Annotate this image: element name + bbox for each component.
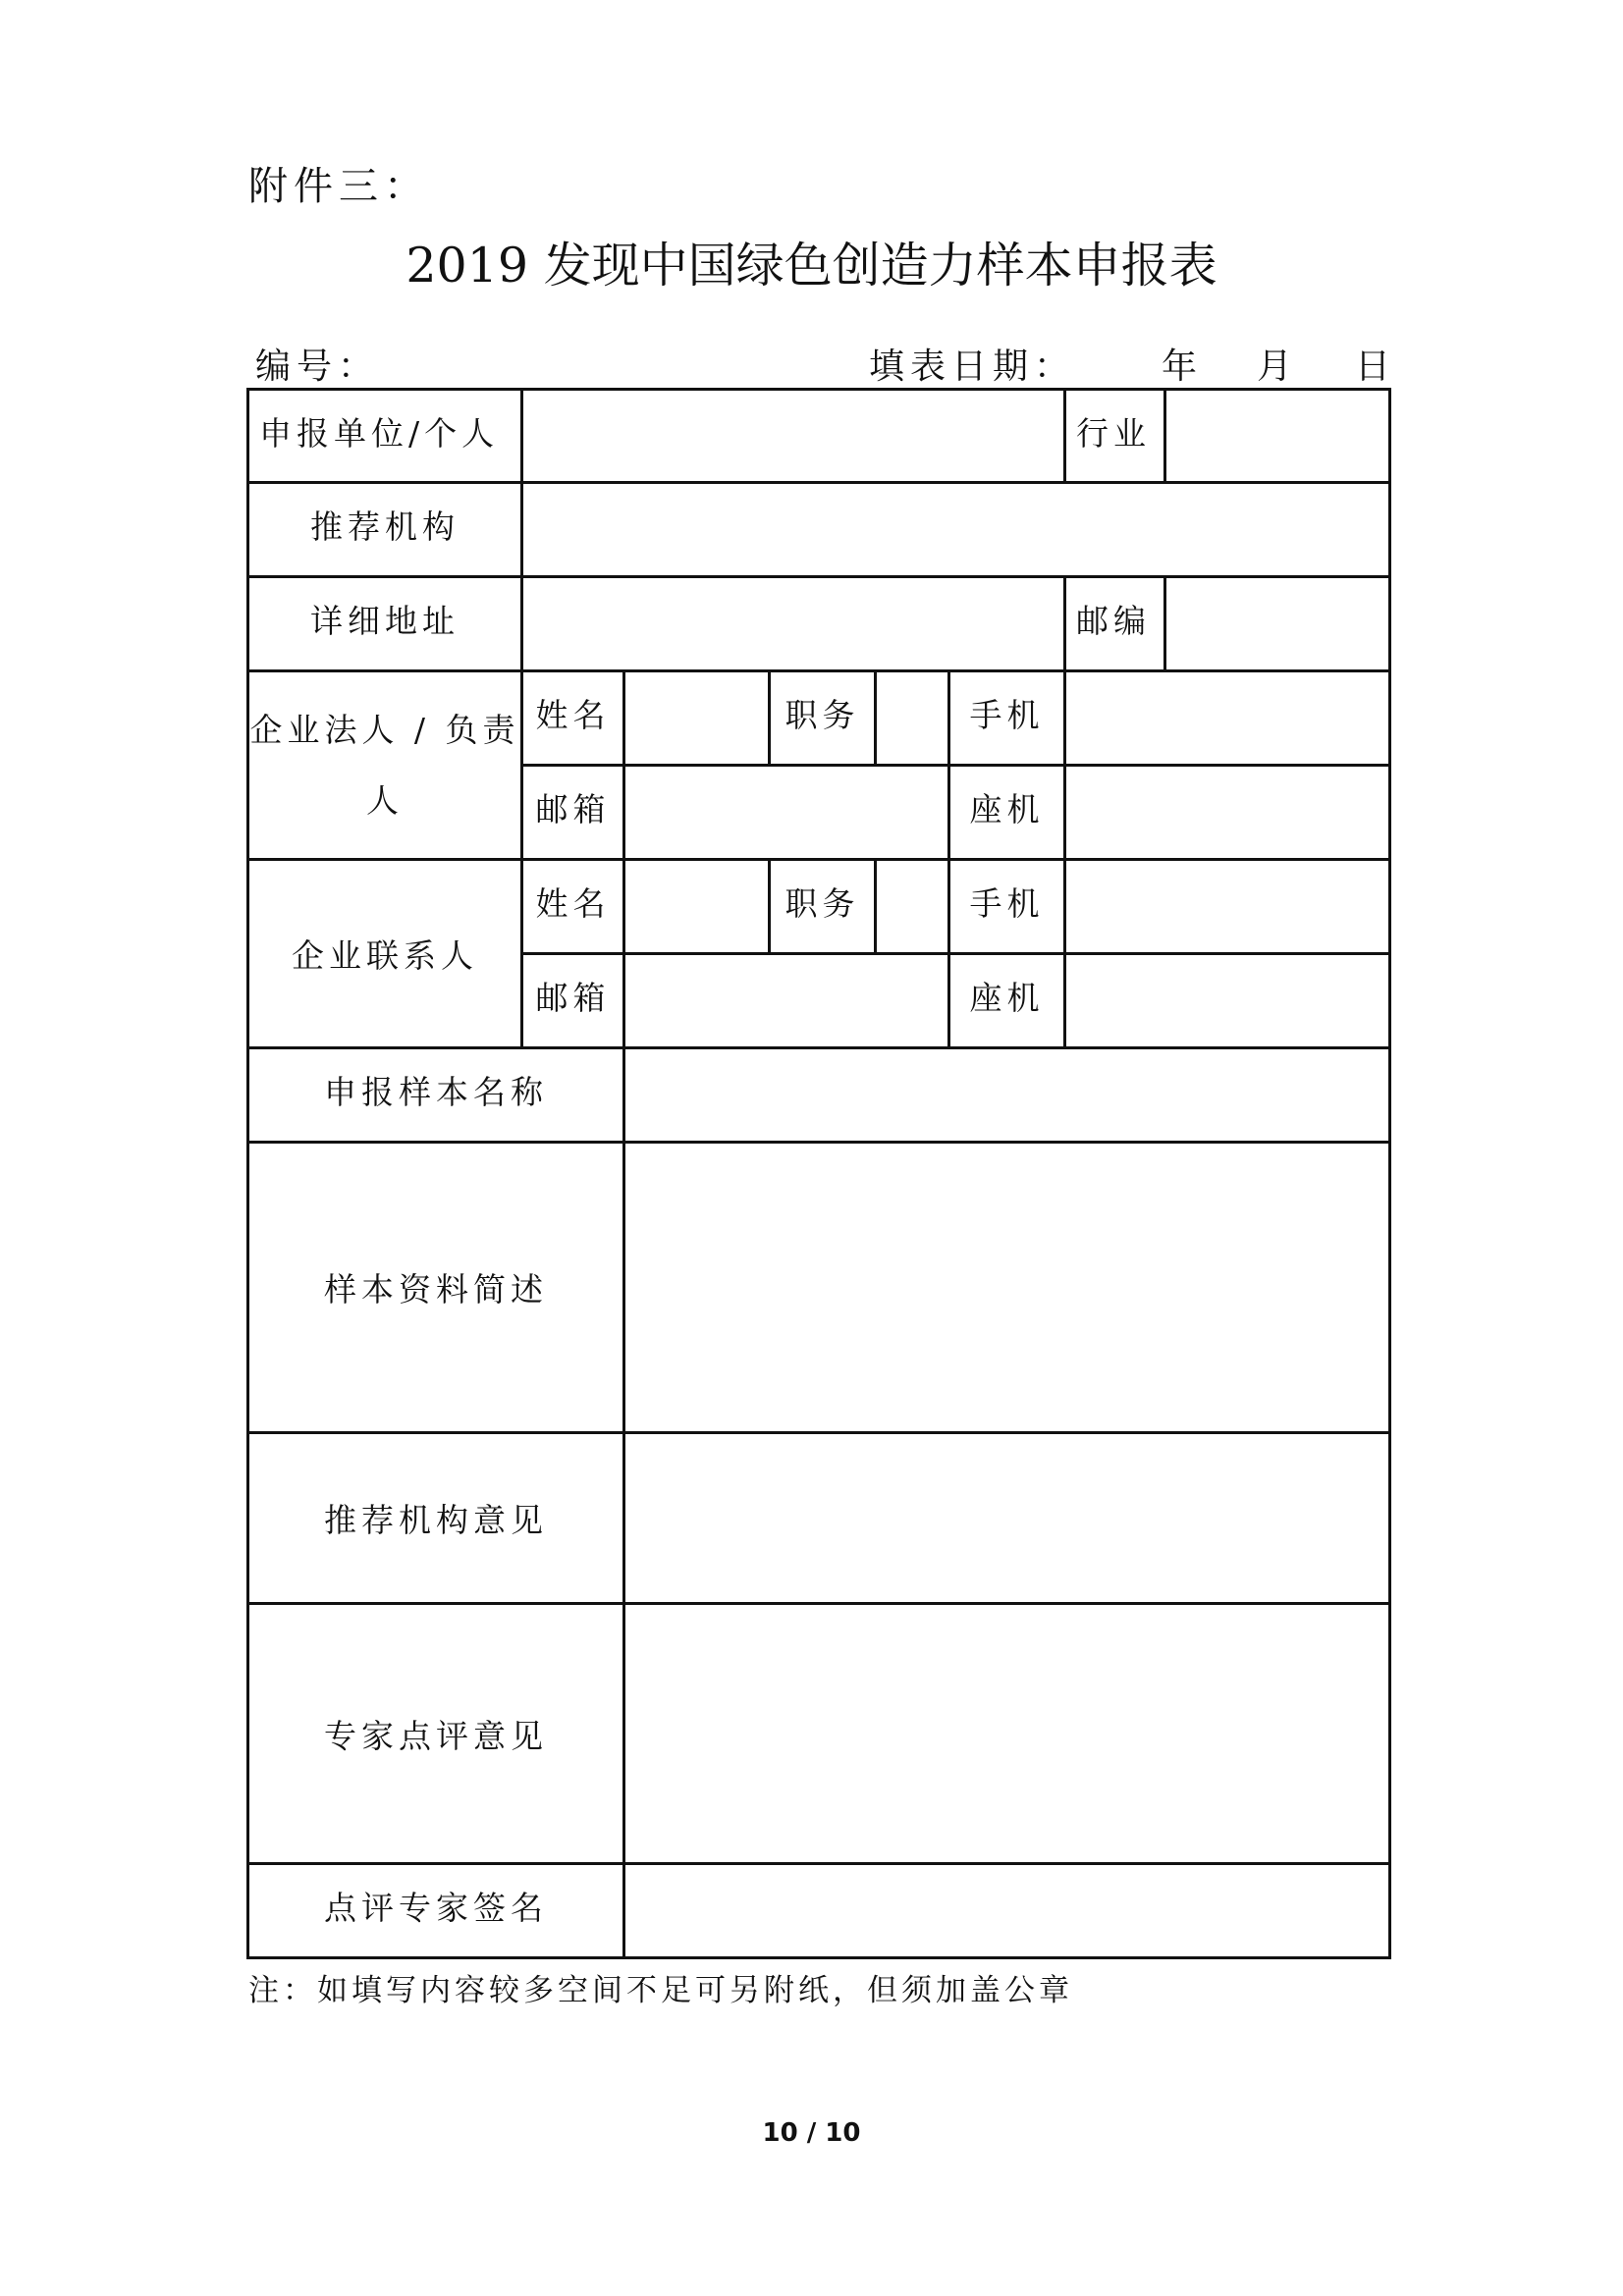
contact-email-field[interactable] [624,954,949,1048]
expert-review-label: 专家点评意见 [248,1604,624,1864]
legal-position-field[interactable] [876,671,949,766]
contact-name-label: 姓名 [522,860,624,954]
legal-landline-field[interactable] [1065,766,1390,860]
day-label: 日 [1355,347,1397,387]
contact-email-label: 邮箱 [522,954,624,1048]
contact-mobile-field[interactable] [1065,860,1390,954]
expert-review-field[interactable] [624,1604,1390,1864]
applicant-row [248,390,1390,483]
applicant-label: 申报单位/个人 [248,390,522,483]
legal-name-field[interactable] [624,671,770,766]
application-form-table [246,388,1391,1959]
contact-label: 企业联系人 [248,860,522,1048]
recommender-field[interactable] [522,483,1390,577]
expert-signature-row [248,1864,1390,1958]
page-number: 10 / 10 [762,2118,861,2148]
attachment-label: 附件三： [248,164,429,209]
contact-name-field[interactable] [624,860,770,954]
expert-signature-field[interactable] [624,1864,1390,1958]
sample-desc-field[interactable] [624,1143,1390,1433]
address-label: 详细地址 [248,577,522,671]
contact-landline-label: 座机 [949,954,1065,1048]
number-label: 编号： [255,347,380,387]
recommender-label: 推荐机构 [248,483,522,577]
recommender-opinion-label: 推荐机构意见 [248,1433,624,1604]
recommender-opinion-row [248,1433,1390,1604]
expert-signature-label: 点评专家签名 [248,1864,624,1958]
contact-mobile-label: 手机 [949,860,1065,954]
industry-field[interactable] [1165,390,1390,483]
sample-name-field[interactable] [624,1048,1390,1143]
year-label: 年 [1162,347,1204,387]
expert-review-row [248,1604,1390,1864]
recommender-row [248,483,1390,577]
form-title: 2019 发现中国绿色创造力样本申报表 [406,238,1217,294]
legal-position-label: 职务 [770,671,876,766]
industry-label: 行业 [1065,390,1165,483]
legal-landline-label: 座机 [949,766,1065,860]
sample-desc-label: 样本资料简述 [248,1143,624,1433]
legal-email-field[interactable] [624,766,949,860]
legal-email-label: 邮箱 [522,766,624,860]
legal-person-label: 企业法人 / 负责人 [248,671,522,860]
postcode-label: 邮编 [1065,577,1165,671]
month-label: 月 [1257,347,1299,387]
contact-position-field[interactable] [876,860,949,954]
address-field[interactable] [522,577,1065,671]
contact-row-1 [248,860,1390,954]
legal-person-row-1 [248,671,1390,766]
sample-desc-row [248,1143,1390,1433]
postcode-field[interactable] [1165,577,1390,671]
recommender-opinion-field[interactable] [624,1433,1390,1604]
applicant-field[interactable] [522,390,1065,483]
contact-landline-field[interactable] [1065,954,1390,1048]
legal-mobile-label: 手机 [949,671,1065,766]
sample-name-row [248,1048,1390,1143]
fill-date-label: 填表日期： [869,347,1076,387]
sample-name-label: 申报样本名称 [248,1048,624,1143]
footnote: 注：如填写内容较多空间不足可另附纸，但须加盖公章 [248,1973,1073,2008]
legal-name-label: 姓名 [522,671,624,766]
address-row [248,577,1390,671]
legal-mobile-field[interactable] [1065,671,1390,766]
contact-position-label: 职务 [770,860,876,954]
